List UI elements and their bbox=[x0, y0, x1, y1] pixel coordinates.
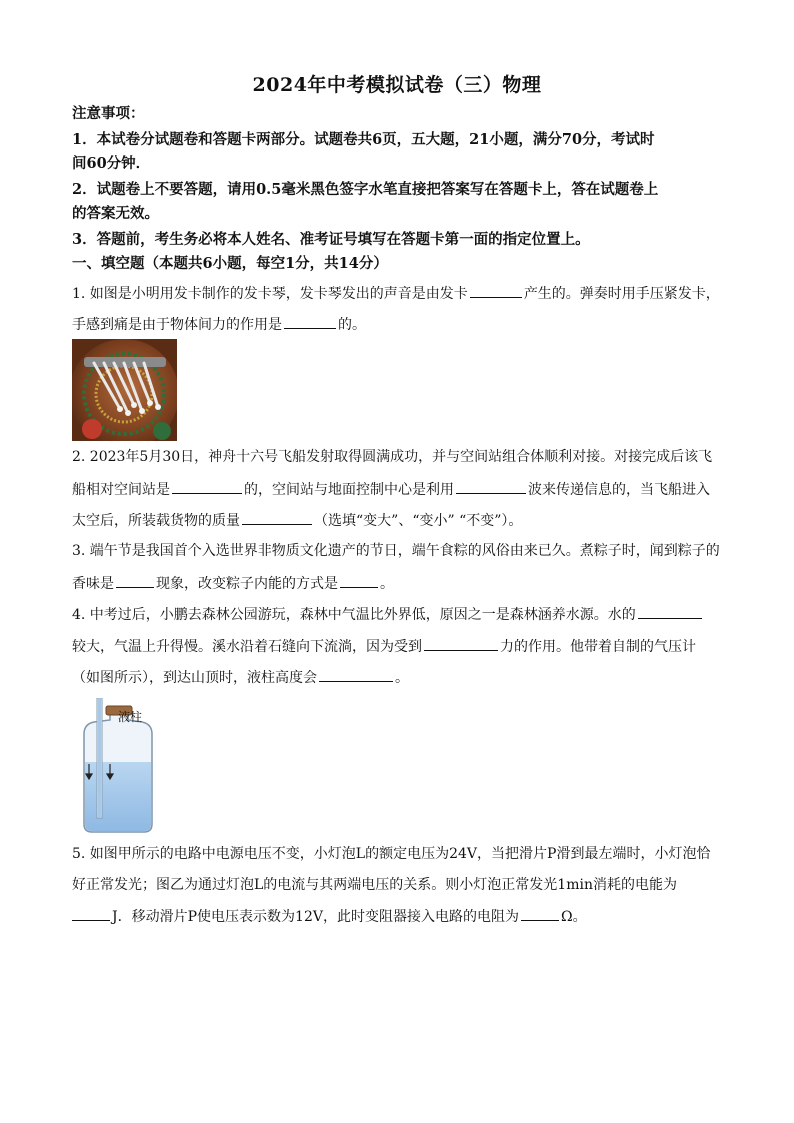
q4-text: 。 bbox=[395, 670, 409, 686]
section-1-heading: 一、填空题（本题共6小题，每空1分，共14分） bbox=[72, 255, 388, 272]
q1-text: 的。 bbox=[338, 317, 366, 333]
q5-text: Ω。 bbox=[560, 909, 587, 925]
q5-blank-2[interactable] bbox=[521, 906, 559, 921]
kalimba-image bbox=[72, 339, 177, 441]
barometer-figure bbox=[70, 698, 170, 834]
q2-blank-1[interactable] bbox=[172, 479, 242, 494]
q2-blank-3[interactable] bbox=[242, 510, 312, 525]
q4-line-2 bbox=[72, 636, 724, 657]
q5-text: J．移动滑片P使电压表示数为12V，此时变阻器接入电路的电阻为 bbox=[112, 909, 519, 925]
q3-text: 。 bbox=[380, 576, 394, 592]
q3-line-1: 3. 端午节是我国首个入选世界非物质文化遗产的节日，端午食粽的风俗由来已久。煮粽子时，闻到粽子的 bbox=[72, 543, 720, 559]
q4-line-1 bbox=[72, 604, 724, 625]
q2-text: 的，空间站与地面控制中心是利用 bbox=[244, 482, 454, 498]
notice-item-1b: 间60分钟． bbox=[72, 155, 151, 172]
q3-blank-2[interactable] bbox=[340, 573, 378, 588]
q4-text: 较大，气温上升得慢。溪水沿着石缝向下流淌，因为受到 bbox=[72, 639, 422, 655]
q2-line-1: 2. 2023年5月30日，神舟十六号飞船发射取得圆满成功，并与空间站组合体顺利对接。对接完成后该飞 bbox=[72, 449, 713, 465]
q3-text: 现象，改变粽子内能的方式是 bbox=[156, 576, 338, 592]
notice-item-3: 3．答题前，考生务必将本人姓名、准考证号填写在答题卡第一面的指定位置上。 bbox=[72, 231, 590, 248]
page-title: 2024年中考模拟试卷（三）物理 bbox=[252, 74, 542, 96]
q4-text: 力的作用。他带着自制的气压计 bbox=[500, 639, 696, 655]
q5-line-3 bbox=[72, 906, 724, 927]
notice-item-1a: 1．本试卷分试题卷和答题卡两部分。试题卷共6页，五大题，21小题，满分70分，考试时 bbox=[72, 131, 655, 148]
q3-blank-1[interactable] bbox=[116, 573, 154, 588]
q1-text: 手感到痛是由于物体间力的作用是 bbox=[72, 317, 282, 333]
q3-text: 香味是 bbox=[72, 576, 114, 592]
kalimba-figure bbox=[72, 339, 177, 441]
q2-text: 太空后，所装载货物的质量 bbox=[72, 513, 240, 529]
q2-text: 船相对空间站是 bbox=[72, 482, 170, 498]
q1-blank-1[interactable] bbox=[470, 283, 522, 298]
notice-heading: 注意事项： bbox=[72, 105, 145, 122]
q4-text: 4. 中考过后，小鹏去森林公园游玩，森林中气温比外界低，原因之一是森林涵养水源。水的 bbox=[72, 607, 636, 623]
q2-line-3 bbox=[72, 510, 724, 531]
notice-item-2b: 的答案无效。 bbox=[72, 205, 159, 222]
notice-item-2a: 2．试题卷上不要答题，请用0.5毫米黑色签字水笔直接把答案写在答题卡上，答在试题卷上 bbox=[72, 181, 659, 198]
q2-blank-2[interactable] bbox=[456, 479, 526, 494]
q1-text: 产生的。弹奏时用手压紧发卡， bbox=[523, 286, 720, 302]
q2-text: （选填“变大”、“变小” “不变”）。 bbox=[314, 513, 523, 529]
q4-blank-2[interactable] bbox=[424, 636, 498, 651]
q4-text: （如图所示），到达山顶时，液柱高度会 bbox=[72, 670, 317, 686]
liquid-column-label: 液柱 bbox=[118, 710, 143, 724]
q1-line-2 bbox=[72, 314, 724, 335]
q1-blank-2[interactable] bbox=[284, 314, 336, 329]
q2-line-2 bbox=[72, 479, 724, 500]
q5-blank-1[interactable] bbox=[72, 906, 110, 921]
q4-blank-1[interactable] bbox=[638, 604, 702, 619]
q3-line-2 bbox=[72, 573, 724, 594]
q1-text: 1. 如图是小明用发卡制作的发卡琴，发卡琴发出的声音是由发卡 bbox=[72, 286, 468, 302]
q4-line-3 bbox=[72, 667, 724, 688]
q5-line-1: 5. 如图甲所示的电路中电源电压不变，小灯泡L的额定电压为24V，当把滑片P滑到最左端时，小灯泡恰 bbox=[72, 846, 711, 862]
q1-line-1 bbox=[72, 283, 724, 304]
q5-line-2: 好正常发光；图乙为通过灯泡L的电流与其两端电压的关系。则小灯泡正常发光1min消耗的电能为 bbox=[72, 877, 677, 893]
q2-text: 波来传递信息的，当飞船进入 bbox=[528, 482, 710, 498]
q4-blank-3[interactable] bbox=[319, 667, 393, 682]
